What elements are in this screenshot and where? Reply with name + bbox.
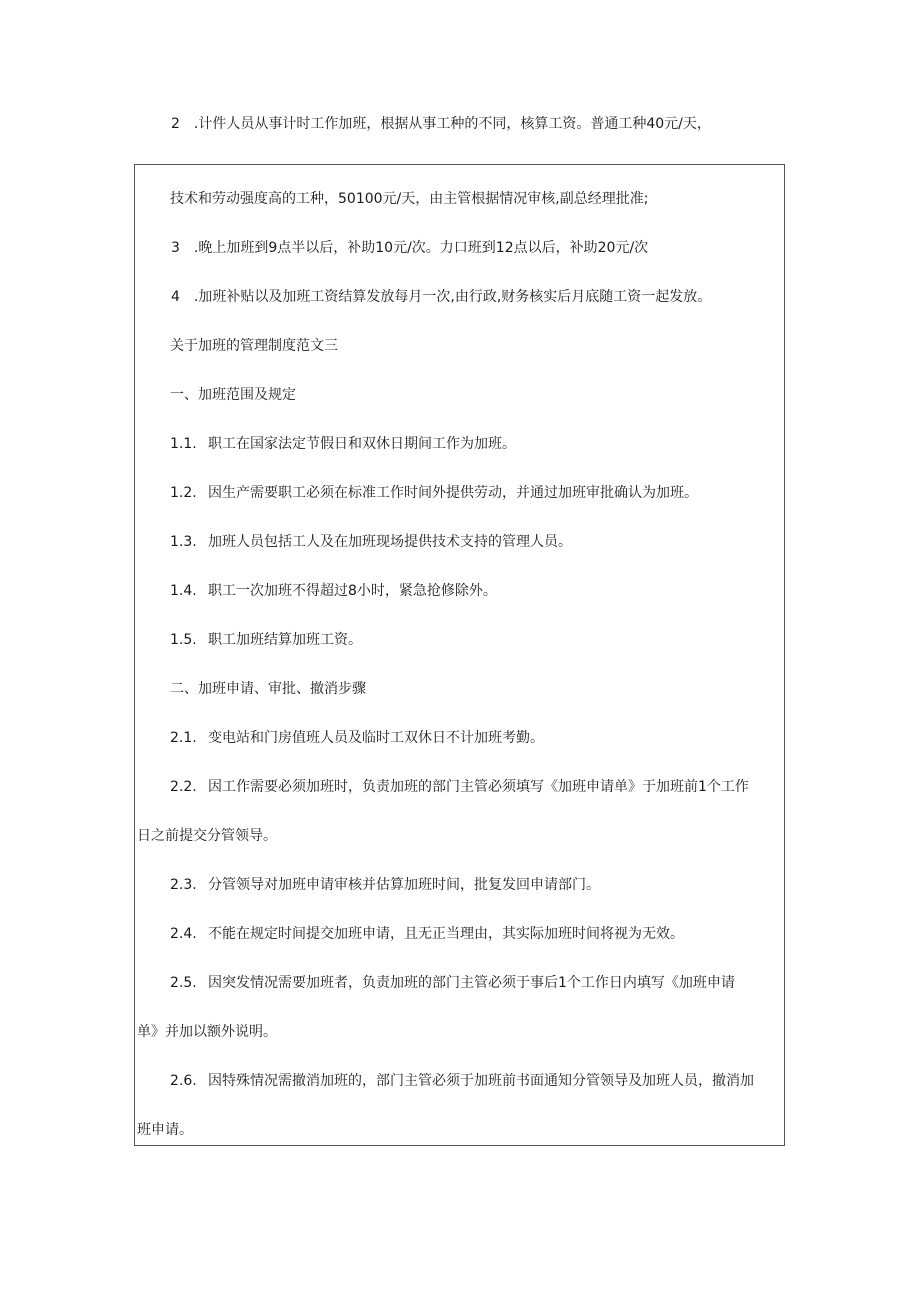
- clause-number: 2.6.: [170, 1073, 197, 1089]
- item-2-text: .计件人员从事计时工作加班，根据从事工种的不同，核算工资。普通工种40元/天，: [193, 116, 711, 132]
- clause-1-1: [170, 434, 516, 454]
- clause-text: 因生产需要职工必须在标准工作时间外提供劳动，并通过加班审批确认为加班。: [208, 485, 698, 501]
- tech-line: 技术和劳动强度高的工种，50100元/天，由主管根据情况审核,副总经理批准;: [170, 191, 649, 207]
- clause-number: 1.2.: [170, 485, 197, 501]
- clause-2-2-continued: 日之前提交分管领导。: [137, 828, 277, 844]
- clause-number: 1.4.: [170, 583, 197, 599]
- clause-2-2: [170, 777, 749, 797]
- section-title: 关于加班的管理制度范文三: [170, 338, 338, 354]
- clause-text: 分管领导对加班申请审核并估算加班时间，批复发回申请部门。: [208, 877, 600, 893]
- clause-number: 1.5.: [170, 632, 197, 648]
- clause-text: 变电站和门房值班人员及临时工双休日不计加班考勤。: [208, 730, 544, 746]
- item-3-line: [171, 238, 648, 258]
- clause-text: 因突发情况需要加班者，负责加班的部门主管必须于事后1个工作日内填写《加班申请: [208, 975, 735, 991]
- clause-number: 2.1.: [170, 730, 197, 746]
- clause-number: 1.3.: [170, 534, 197, 550]
- item-2-line: [171, 114, 711, 134]
- clause-2-6: [170, 1071, 754, 1091]
- item-3-text: .晚上加班到9点半以后，补助10元/次。力口班到12点以后，补助20元/次: [193, 240, 649, 256]
- clause-number: 2.3.: [170, 877, 197, 893]
- content-box: [134, 164, 785, 1146]
- clause-number: 2.2.: [170, 779, 197, 795]
- clause-text: 职工在国家法定节假日和双休日期间工作为加班。: [208, 436, 516, 452]
- item-4-text: .加班补贴以及加班工资结算发放每月一次,由行政,财务核实后月底随工资一起发放。: [193, 289, 712, 305]
- clause-1-4: [170, 581, 497, 601]
- clause-text: 加班人员包括工人及在加班现场提供技术支持的管理人员。: [208, 534, 572, 550]
- clause-text: 不能在规定时间提交加班申请，且无正当理由，其实际加班时间将视为无效。: [208, 926, 684, 942]
- clause-2-5-continued: 单》并加以额外说明。: [137, 1024, 277, 1040]
- clause-2-5: [170, 973, 735, 993]
- clause-number: 1.1.: [170, 436, 197, 452]
- clause-text: 因工作需要必须加班时，负责加班的部门主管必须填写《加班申请单》于加班前1个工作: [208, 779, 749, 795]
- clause-text: 因特殊情况需撤消加班的，部门主管必须于加班前书面通知分管领导及加班人员，撤消加: [208, 1073, 754, 1089]
- clause-1-2: [170, 483, 698, 503]
- clause-number: 2.5.: [170, 975, 197, 991]
- item-2-number: 2: [171, 116, 180, 132]
- heading-2: 二、加班申请、审批、撤消步骤: [170, 681, 366, 697]
- clause-2-6-continued: 班申请。: [137, 1122, 193, 1138]
- heading-1: 一、加班范围及规定: [170, 387, 296, 403]
- item-4-number: 4: [171, 289, 180, 305]
- item-4-line: [171, 287, 711, 307]
- clause-number: 2.4.: [170, 926, 197, 942]
- clause-2-4: [170, 924, 684, 944]
- clause-2-3: [170, 875, 600, 895]
- clause-text: 职工一次加班不得超过8小时，紧急抢修除外。: [208, 583, 497, 599]
- clause-1-3: [170, 532, 572, 552]
- item-3-number: 3: [171, 240, 180, 256]
- clause-text: 职工加班结算加班工资。: [208, 632, 362, 648]
- clause-2-1: [170, 728, 544, 748]
- clause-1-5: [170, 630, 362, 650]
